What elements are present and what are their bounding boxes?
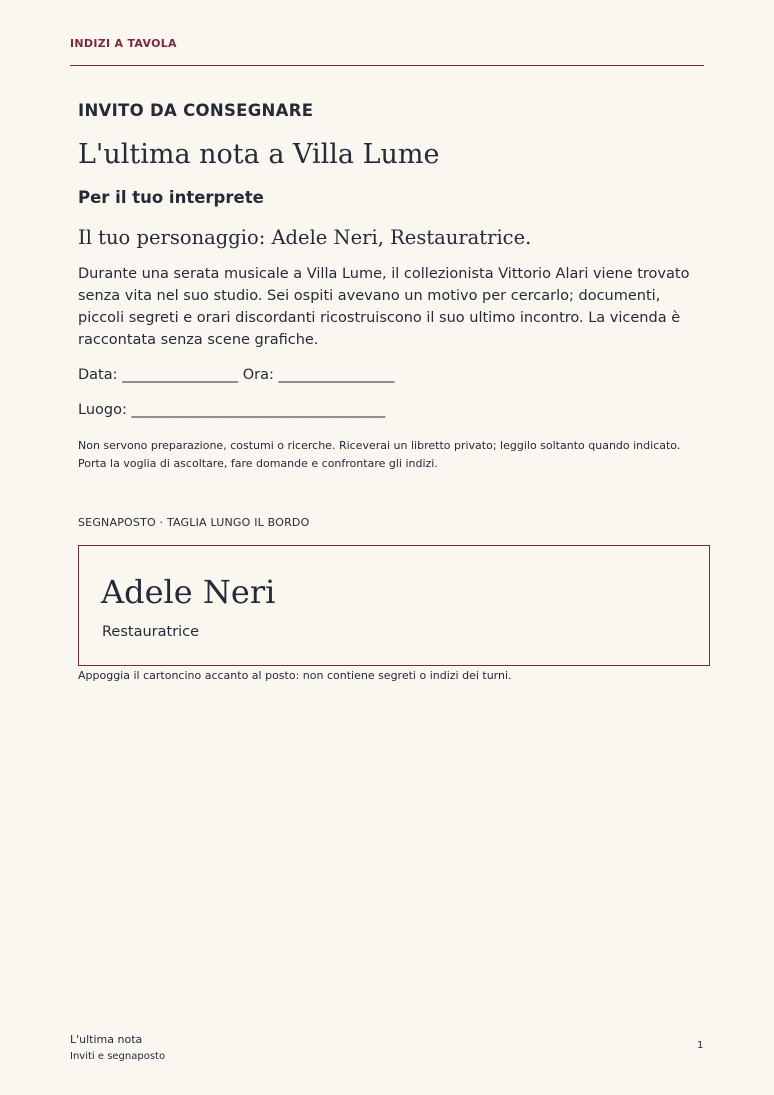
placecard-note: Appoggia il cartoncino accanto al posto: non contiene segreti o indizi dei turni. <box>78 669 512 682</box>
place-field: Luogo: ___________________________________ <box>78 402 386 418</box>
invite-note: Non servono preparazione, costumi o ricerche. Riceverai un libretto privato; leggilo soltanto quando indicato. Porta la voglia di ascoltare, fare domande e confrontare gli indizi. <box>78 439 681 470</box>
header-divider <box>70 65 704 66</box>
footer-title: L'ultima nota <box>70 1033 143 1046</box>
invite-section <box>78 100 698 472</box>
page-number: 1 <box>697 1040 704 1051</box>
character-line: Il tuo personaggio: Adele Neri, Restauratrice. <box>78 226 532 249</box>
cut-instruction: SEGNAPOSTO · TAGLIA LUNGO IL BORDO <box>78 516 310 529</box>
placecard-role: Restauratrice <box>102 624 200 640</box>
footer-subtitle: Inviti e segnaposto <box>70 1051 166 1062</box>
synopsis-paragraph: Durante una serata musicale a Villa Lume, il collezionista Vittorio Alari viene trovato senza vita nel suo studio. Sei ospiti avevano un motivo per cercarlo; documenti, piccoli segreti e orari discordanti ricostruiscono il suo ultimo incontro. La vicenda è raccontata senza scene grafiche. <box>78 266 690 348</box>
invite-subtitle: Per il tuo interprete <box>78 188 264 207</box>
brand-label: INDIZI A TAVOLA <box>70 37 177 50</box>
placecard-name: Adele Neri <box>101 573 276 611</box>
invite-eyebrow: INVITO DA CONSEGNARE <box>78 101 314 120</box>
date-time-field: Data: ________________ Ora: ________________ <box>78 367 395 383</box>
placecard <box>78 545 710 666</box>
page-title: L'ultima nota a Villa Lume <box>78 139 440 170</box>
